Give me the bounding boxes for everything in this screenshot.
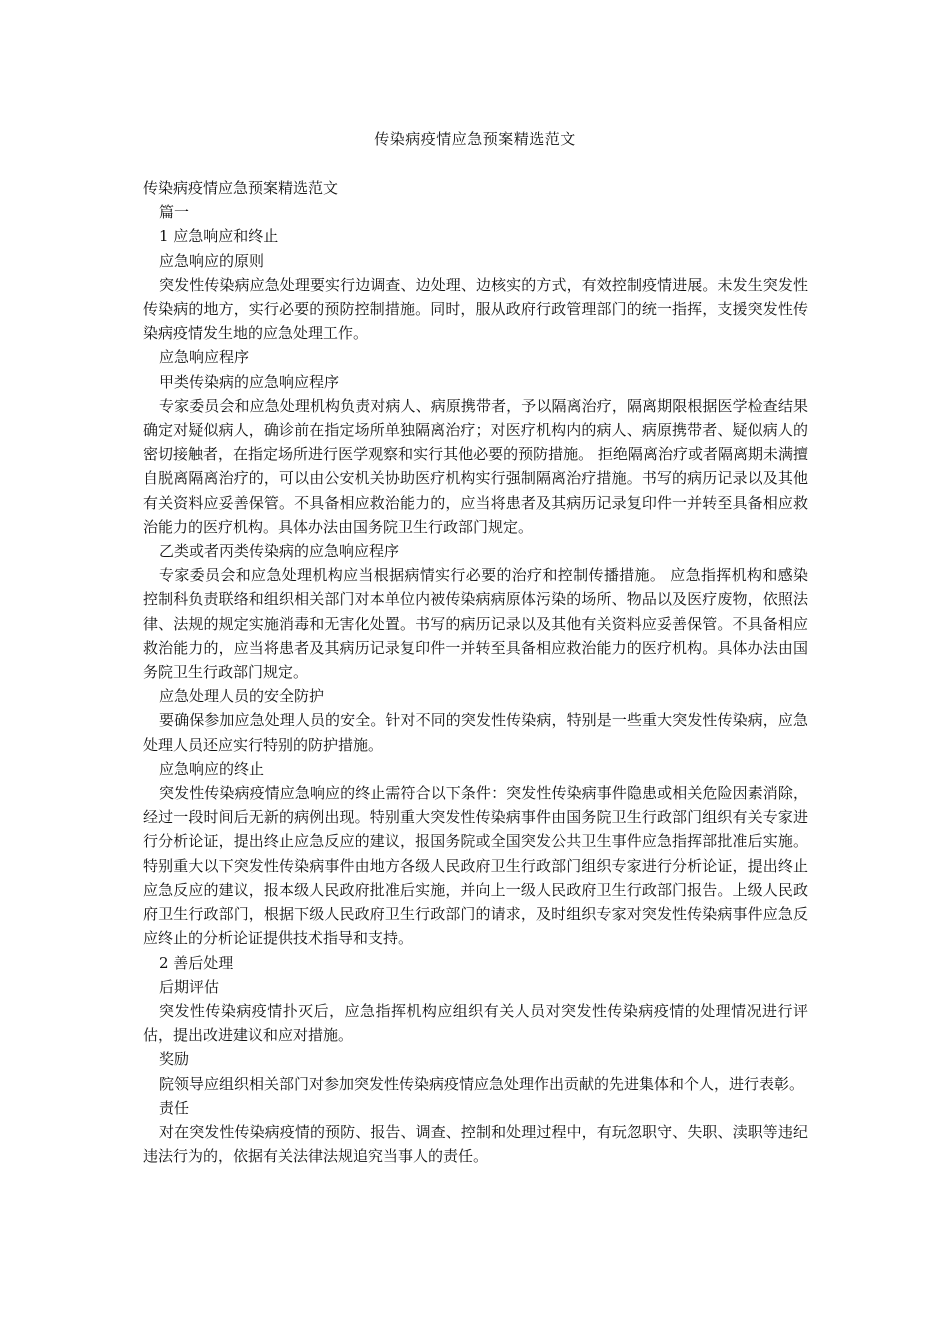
paragraph: 突发性传染病应急处理要实行边调查、边处理、边核实的方式，有效控制疫情进展。未发生突发性传染病的地方，实行必要的预防控制措施。同时，服从政府行政管理部门的统一指挥，支援突发性传染病疫情发生地的应急处理工作。 (143, 275, 808, 343)
paragraph: 奖励 (159, 1050, 190, 1069)
paragraph: 专家委员会和应急处理机构负责对病人、病原携带者，予以隔离治疗，隔离期限根据医学检查结果确定对疑似病人，确诊前在指定场所单独隔离治疗；对医疗机构内的病人、病原携带者、疑似病人的密切接触者，在指定场所进行医学观察和实行其他必要的预防措施。 拒绝隔离治疗或者隔离期未满擅自脱离隔离治疗的，可以由公安机关协助医疗机构实行强制隔离治疗措施。书写的病历记录以及其他有关资料应妥善保管。不具备相应救治能力的，应当将患者及其病历记录复印件一并转至具备相应救治能力的医疗机构。具体办法由国务院卫生行政部门规定。 (143, 396, 808, 536)
document-body (143, 176, 808, 1168)
paragraph: 要确保参加应急处理人员的安全。针对不同的突发性传染病，特别是一些重大突发性传染病，应急处理人员还应实行特别的防护措施。 (143, 711, 808, 754)
paragraph: 后期评估 (159, 977, 220, 996)
paragraph: 应急响应程序 (159, 348, 250, 367)
document-title: 传染病疫情应急预案精选范文 (374, 130, 576, 148)
paragraph: 2 善后处理 (159, 953, 234, 972)
paragraph: 责任 (159, 1098, 190, 1117)
paragraph: 甲类传染病的应急响应程序 (159, 372, 340, 391)
paragraph: 院领导应组织相关部门对参加突发性传染病疫情应急处理作出贡献的先进集体和个人，进行表彰。 (159, 1074, 805, 1093)
paragraph: 1 应急响应和终止 (159, 227, 279, 246)
paragraph: 应急响应的原则 (159, 251, 265, 270)
paragraph: 篇一 (159, 203, 190, 222)
body-heading: 传染病疫情应急预案精选范文 (143, 179, 339, 197)
paragraph: 专家委员会和应急处理机构应当根据病情实行必要的治疗和控制传播措施。 应急指挥机构和感染控制科负责联络和组织相关部门对本单位内被传染病病原体污染的场所、物品以及医疗废物，依照法律、法规的规定实施消毒和无害化处置。书写的病历记录以及其他有关资料应妥善保管。不具备相应救治能力的，应当将患者及其病历记录复印件一并转至具备相应救治能力的医疗机构。具体办法由国务院卫生行政部门规定。 (143, 566, 808, 682)
paragraph: 对在突发性传染病疫情的预防、报告、调查、控制和处理过程中，有玩忽职守、失职、渎职等违纪违法行为的，依据有关法律法规追究当事人的责任。 (143, 1122, 808, 1166)
paragraph: 突发性传染病疫情应急响应的终止需符合以下条件：突发性传染病事件隐患或相关危险因素消除，经过一段时间后无新的病例出现。特别重大突发性传染病事件由国务院卫生行政部门组织有关专家进行分析论证，提出终止应急反应的建议，报国务院或全国突发公共卫生事件应急指挥部批准后实施。特别重大以下突发性传染病事件由地方各级人民政府卫生行政部门组织专家进行分析论证，提出终止应急反应的建议，报本级人民政府批准后实施，并向上一级人民政府卫生行政部门报告。上级人民政府卫生行政部门，根据下级人民政府卫生行政部门的请求，及时组织专家对突发性传染病事件应急反应终止的分析论证提供技术指导和支持。 (143, 784, 808, 948)
paragraph: 应急响应的终止 (159, 759, 265, 778)
paragraph: 突发性传染病疫情扑灭后，应急指挥机构应组织有关人员对突发性传染病疫情的处理情况进行评估，提出改进建议和应对措施。 (143, 1001, 808, 1045)
paragraph: 乙类或者丙类传染病的应急响应程序 (159, 542, 400, 561)
paragraph: 应急处理人员的安全防护 (159, 687, 325, 706)
